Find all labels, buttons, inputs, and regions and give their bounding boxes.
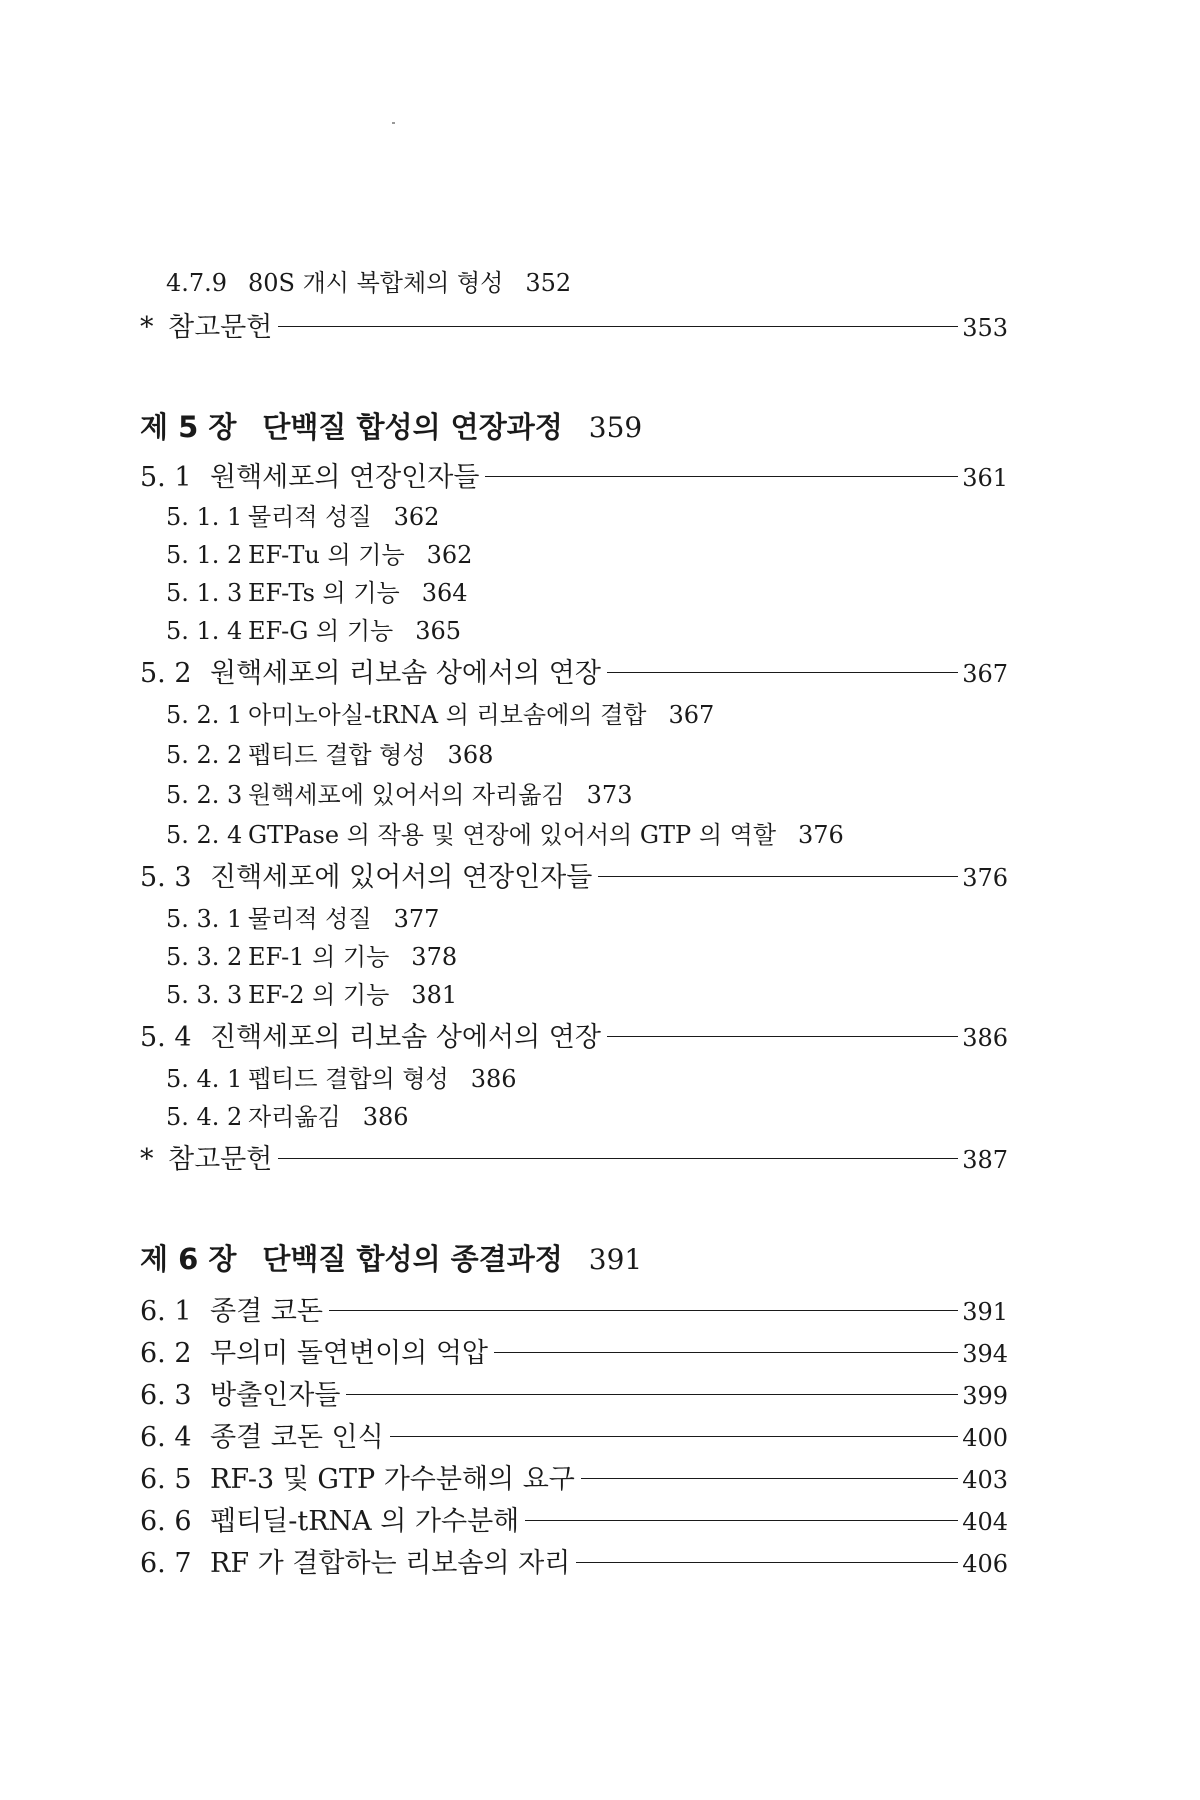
toc-subsection-5-1-3[interactable] [166,573,468,608]
page-number: 353 [962,314,1008,342]
section-number: 5. 2. 1 [166,701,243,729]
leader-line [485,476,958,477]
toc-subsection-5-1-4[interactable] [166,611,461,646]
page-number: 403 [962,1466,1008,1494]
page-number: 386 [362,1103,409,1131]
leader-line [607,1036,958,1037]
leader-line [390,1436,958,1437]
chapter-number: 제 5 장 [140,410,237,444]
page-number: 386 [470,1065,517,1093]
section-number: 5. 1 [140,462,192,493]
section-number: 6. 4 [140,1422,192,1453]
page-number: 381 [411,981,458,1009]
toc-section-6-5[interactable] [140,1457,1008,1496]
section-number: 5. 1. 2 [166,541,243,569]
page-number: 377 [393,905,440,933]
page-number: 406 [962,1550,1008,1578]
toc-section-5-4[interactable] [140,1015,1008,1054]
toc-subsection-5-1-2[interactable] [166,535,472,570]
page-number: 373 [586,781,633,809]
toc-section-6-1[interactable] [140,1289,1008,1328]
section-title: 물리적 성질 [248,905,372,933]
page-number: 362 [393,503,440,531]
toc-subsection-5-1-1[interactable] [166,497,439,532]
toc-subsection-5-3-3[interactable] [166,975,457,1010]
section-number: 5. 1. 1 [166,503,243,531]
bullet-mark: * [140,312,154,343]
leader-line [576,1562,958,1563]
section-number: 5. 4. 1 [166,1065,243,1093]
section-title: 원핵세포에 있어서의 자리옮김 [248,781,565,809]
page-number: 352 [525,269,572,297]
section-number: 5. 4 [140,1022,192,1053]
page-number: 391 [962,1298,1008,1326]
page-number: 362 [426,541,473,569]
toc-subsection-5-3-1[interactable] [166,899,439,934]
leader-line [278,1158,958,1159]
page-number: 386 [962,1024,1008,1052]
leader-line [494,1352,958,1353]
leader-line [581,1478,958,1479]
toc-section-6-2[interactable] [140,1331,1008,1370]
toc-subsection-5-2-1[interactable] [166,695,714,730]
section-title: RF-3 및 GTP 가수분해의 요구 [210,1464,575,1495]
section-title: 방출인자들 [210,1380,341,1411]
leader-line [525,1520,958,1521]
page-number: 367 [668,701,715,729]
section-title: 자리옮김 [248,1103,341,1131]
scan-speck [392,122,395,124]
section-number: 5. 1. 4 [166,617,243,645]
section-title: 진핵세포에 있어서의 연장인자들 [210,862,593,893]
section-title: EF-Tu 의 기능 [248,541,405,569]
toc-section-6-6[interactable] [140,1499,1008,1538]
toc-subsection-5-2-3[interactable] [166,775,632,810]
section-number: 5. 2 [140,658,192,689]
leader-line [346,1394,958,1395]
section-title: 펩티드 결합의 형성 [248,1065,449,1093]
section-number: 6. 1 [140,1296,192,1327]
page-number: 394 [962,1340,1008,1368]
page-number: 387 [962,1146,1008,1174]
section-title: 진핵세포의 리보솜 상에서의 연장 [210,1022,601,1053]
page-number: 365 [415,617,461,645]
section-title: 무의미 돌연변이의 억압 [210,1338,488,1369]
toc-references-2[interactable] [140,1137,1008,1176]
chapter-title: 단백질 합성의 종결과정 [262,1242,563,1276]
section-number: 4.7.9 [166,269,228,297]
page-number: 400 [962,1424,1008,1452]
section-number: 6. 5 [140,1464,192,1495]
chapter-title: 단백질 합성의 연장과정 [262,410,563,444]
page-number: 376 [962,864,1008,892]
section-title: RF 가 결합하는 리보솜의 자리 [210,1548,571,1579]
page-number: 399 [962,1382,1008,1410]
bullet-mark: * [140,1144,154,1175]
chapter-6-heading[interactable] [140,1237,642,1278]
section-title: 아미노아실-tRNA 의 리보솜에의 결합 [248,701,647,729]
toc-subsection-5-3-2[interactable] [166,937,457,972]
toc-subsection-4-7-9[interactable] [166,263,571,298]
section-title: 종결 코돈 [210,1296,323,1327]
section-title: EF-G 의 기능 [248,617,394,645]
section-number: 5. 4. 2 [166,1103,243,1131]
toc-references-1[interactable] [140,305,1008,344]
section-title: 참고문헌 [168,312,273,343]
page-number: 368 [447,741,494,769]
toc-section-5-3[interactable] [140,855,1008,894]
toc-section-5-1[interactable] [140,455,1008,494]
section-title: 펩티드 결합 형성 [248,741,426,769]
section-title: 펩티딜-tRNA 의 가수분해 [210,1506,520,1537]
section-number: 5. 3. 3 [166,981,243,1009]
leader-line [278,326,958,327]
section-number: 5. 2. 3 [166,781,243,809]
section-number: 5. 3 [140,862,192,893]
section-title: 물리적 성질 [248,503,372,531]
toc-section-6-4[interactable] [140,1415,1008,1454]
section-title: 참고문헌 [168,1144,273,1175]
section-title: EF-Ts 의 기능 [248,579,400,607]
page-number: 359 [588,411,643,444]
page-number: 376 [798,821,844,849]
toc-subsection-5-4-1[interactable] [166,1059,517,1094]
section-number: 5. 3. 1 [166,905,243,933]
section-title: EF-2 의 기능 [248,981,390,1009]
page-number: 378 [411,943,458,971]
leader-line [598,876,958,877]
leader-line [607,672,958,673]
chapter-5-heading[interactable] [140,405,642,446]
chapter-number: 제 6 장 [140,1242,237,1276]
section-title: 80S 개시 복합체의 형성 [248,269,504,297]
section-title: GTPase 의 작용 및 연장에 있어서의 GTP 의 역할 [248,821,777,849]
page-number: 367 [962,660,1008,688]
toc-subsection-5-4-2[interactable] [166,1097,409,1132]
page-number: 404 [962,1508,1008,1536]
leader-line [329,1310,958,1311]
section-title: 원핵세포의 리보솜 상에서의 연장 [210,658,601,689]
section-number: 6. 3 [140,1380,192,1411]
toc-section-6-3[interactable] [140,1373,1008,1412]
section-title: 원핵세포의 연장인자들 [210,462,480,493]
toc-subsection-5-2-2[interactable] [166,735,493,770]
page-number: 364 [421,579,468,607]
toc-section-6-7[interactable] [140,1541,1008,1580]
section-title: EF-1 의 기능 [248,943,390,971]
page-number: 391 [588,1243,643,1276]
section-number: 6. 7 [140,1548,192,1579]
section-number: 5. 2. 2 [166,741,243,769]
section-number: 5. 1. 3 [166,579,243,607]
toc-subsection-5-2-4[interactable] [166,815,844,850]
section-number: 6. 6 [140,1506,192,1537]
toc-section-5-2[interactable] [140,651,1008,690]
section-number: 6. 2 [140,1338,192,1369]
section-title: 종결 코돈 인식 [210,1422,384,1453]
page-number: 361 [962,464,1008,492]
section-number: 5. 3. 2 [166,943,243,971]
section-number: 5. 2. 4 [166,821,243,849]
